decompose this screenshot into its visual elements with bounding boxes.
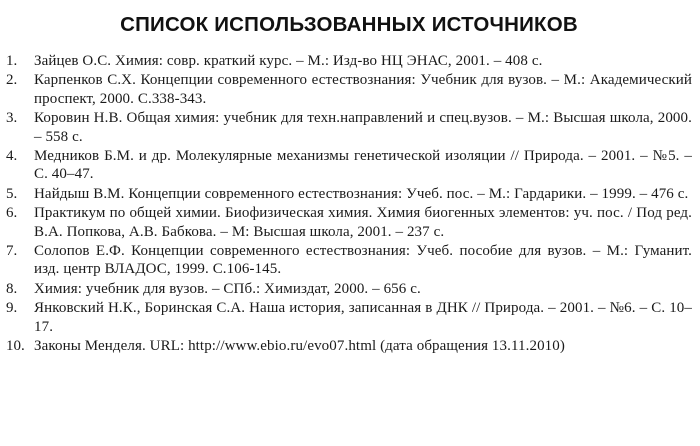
reference-text: Коровин Н.В. Общая химия: учебник для техн.направлений и спец.вузов. – М.: Высшая школа, 2000. – 558 с.	[34, 110, 692, 145]
reference-item-10	[6, 337, 692, 355]
reference-item-5	[6, 185, 692, 203]
reference-number: 5.	[6, 185, 18, 202]
reference-text: Химия: учебник для вузов. – СПб.: Химиздат, 2000. – 656 с.	[34, 280, 421, 297]
reference-text: Практикум по общей химии. Биофизическая химия. Химия биогенных элементов: уч. пос. / Под ред. В.А. Попкова, А.В. Бабкова. – М: Высшая школа, 2001. – 237 с.	[34, 205, 692, 240]
reference-list	[6, 52, 692, 356]
reference-item-1	[6, 52, 692, 70]
reference-text: Законы Менделя. URL: http://www.ebio.ru/evo07.html (дата обращения 13.11.2010)	[34, 338, 565, 355]
reference-number: 10.	[6, 338, 25, 355]
reference-number: 6.	[6, 205, 18, 222]
reference-text: Янковский Н.К., Боринская С.А. Наша история, записанная в ДНК // Природа. – 2001. – №6. – С. 10–17.	[34, 300, 692, 335]
reference-item-8	[6, 280, 692, 298]
page-title: СПИСОК ИСПОЛЬЗОВАННЫХ ИСТОЧНИКОВ	[120, 13, 578, 36]
reference-item-4	[6, 147, 692, 184]
reference-text: Карпенков С.Х. Концепции современного естествознания: Учебник для вузов. – М.: Академический проспект, 2000. С.338-343.	[34, 72, 692, 107]
reference-number: 1.	[6, 53, 18, 69]
reference-number: 3.	[6, 110, 18, 127]
reference-item-7	[6, 242, 692, 279]
reference-item-3	[6, 109, 692, 146]
reference-text: Солопов Е.Ф. Концепции современного естествознания: Учеб. пособие для вузов. – М.: Гуманит. изд. центр ВЛАДОС, 1999. С.106-145.	[34, 243, 692, 278]
reference-number: 7.	[6, 243, 18, 260]
reference-number: 4.	[6, 148, 18, 165]
reference-item-6	[6, 204, 692, 241]
reference-number: 9.	[6, 300, 18, 317]
reference-item-2	[6, 71, 692, 108]
reference-number: 8.	[6, 280, 18, 297]
reference-item-9	[6, 299, 692, 336]
reference-text: Найдыш В.М. Концепции современного естествознания: Учеб. пос. – М.: Гардарики. – 1999. – 476 с.	[34, 185, 689, 202]
reference-text: Медников Б.М. и др. Молекулярные механизмы генетической изоляции // Природа. – 2001. – №5. – С. 40–47.	[34, 148, 692, 183]
reference-number: 2.	[6, 72, 18, 89]
reference-text: Зайцев О.С. Химия: совр. краткий курс. – М.: Изд-во НЦ ЭНАС, 2001. – 408 с.	[34, 53, 543, 69]
